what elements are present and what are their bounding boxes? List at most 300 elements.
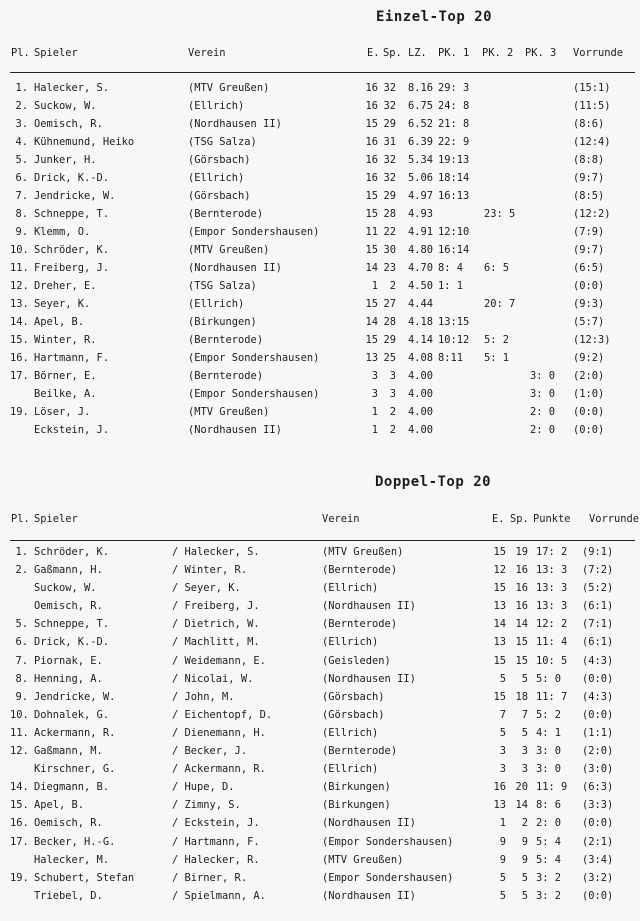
cell-sp: 14 bbox=[515, 799, 528, 812]
cell-spieler: Börner, E. bbox=[34, 370, 97, 382]
table-row bbox=[0, 280, 640, 298]
header-verein: Verein bbox=[188, 47, 226, 59]
cell-sp: 28 bbox=[383, 316, 396, 328]
cell-vorrunde: (6:5) bbox=[573, 262, 605, 274]
cell-e: 3 bbox=[499, 763, 506, 776]
cell-pk1: 16:14 bbox=[438, 244, 470, 256]
cell-spieler-2: / Weidemann, E. bbox=[172, 654, 266, 667]
cell-pk3: 3: 0 bbox=[530, 388, 556, 400]
cell-lz: 8.16 bbox=[408, 82, 434, 94]
cell-sp: 15 bbox=[515, 654, 528, 667]
cell-spieler-1: Schneppe, T. bbox=[34, 618, 110, 631]
cell-verein: (Birkungen) bbox=[322, 799, 391, 812]
cell-spieler-1: Dohnalek, G. bbox=[34, 708, 110, 721]
cell-pk1: 18:14 bbox=[438, 172, 470, 184]
cell-spieler: Apel, B. bbox=[34, 316, 85, 328]
cell-pl: 19. bbox=[10, 406, 29, 418]
cell-sp: 5 bbox=[521, 672, 528, 685]
cell-e: 15 bbox=[365, 298, 378, 310]
cell-verein: (Ellrich) bbox=[322, 763, 379, 776]
cell-verein: (Empor Sondershausen) bbox=[188, 226, 320, 238]
table-row bbox=[0, 781, 640, 799]
cell-sp: 9 bbox=[521, 853, 528, 866]
cell-sp: 5 bbox=[521, 726, 528, 739]
cell-pl: 7. bbox=[15, 190, 28, 202]
table-row bbox=[0, 890, 640, 908]
cell-sp: 7 bbox=[521, 708, 528, 721]
cell-verein: (Ellrich) bbox=[322, 726, 379, 739]
table-row bbox=[0, 799, 640, 817]
cell-e: 7 bbox=[499, 708, 506, 721]
cell-lz: 4.14 bbox=[408, 334, 434, 346]
cell-vorrunde: (6:1) bbox=[582, 600, 614, 613]
header-punkte: Punkte bbox=[533, 513, 571, 525]
cell-pk3: 2: 0 bbox=[530, 406, 556, 418]
cell-spieler: Jendricke, W. bbox=[34, 190, 116, 202]
cell-verein: (Görsbach) bbox=[322, 690, 385, 703]
cell-verein: (Bernterode) bbox=[322, 618, 398, 631]
doppel-table bbox=[0, 546, 640, 908]
table-row bbox=[0, 316, 640, 334]
cell-spieler-1: Diegmann, B. bbox=[34, 781, 110, 794]
cell-spieler-2: / Spielmann, A. bbox=[172, 889, 266, 902]
cell-e: 1 bbox=[371, 406, 378, 418]
cell-e: 11 bbox=[365, 226, 378, 238]
cell-vorrunde: (1:1) bbox=[582, 726, 614, 739]
cell-lz: 6.52 bbox=[408, 118, 434, 130]
cell-spieler: Winter, R. bbox=[34, 334, 97, 346]
cell-vorrunde: (0:0) bbox=[573, 280, 605, 292]
cell-pl: 11. bbox=[10, 262, 29, 274]
cell-sp: 3 bbox=[389, 388, 396, 400]
cell-punkte: 3: 0 bbox=[536, 745, 562, 758]
cell-spieler-2: / Hartmann, F. bbox=[172, 835, 260, 848]
cell-verein: (Bernterode) bbox=[188, 370, 264, 382]
cell-verein: (Bernterode) bbox=[322, 564, 398, 577]
cell-vorrunde: (0:0) bbox=[573, 424, 605, 436]
cell-e: 15 bbox=[493, 546, 506, 558]
cell-sp: 27 bbox=[383, 298, 396, 310]
table-row bbox=[0, 244, 640, 262]
header-spieler: Spieler bbox=[34, 47, 78, 59]
cell-vorrunde: (9:3) bbox=[573, 298, 605, 310]
cell-verein: (TSG Salza) bbox=[188, 136, 257, 148]
cell-spieler-2: / Dietrich, W. bbox=[172, 618, 260, 631]
table-row bbox=[0, 600, 640, 618]
cell-lz: 4.00 bbox=[408, 388, 434, 400]
header-pk3: PK. 3 bbox=[525, 47, 557, 59]
cell-e: 15 bbox=[493, 654, 506, 667]
cell-spieler-1: Oemisch, R. bbox=[34, 817, 103, 830]
cell-verein: (Empor Sondershausen) bbox=[188, 388, 320, 400]
cell-lz: 4.00 bbox=[408, 406, 434, 418]
cell-spieler-2: / Eichentopf, D. bbox=[172, 708, 273, 721]
cell-vorrunde: (0:0) bbox=[582, 889, 614, 902]
cell-pl: 8. bbox=[15, 672, 28, 685]
cell-e: 1 bbox=[371, 280, 378, 292]
cell-pl: 12. bbox=[10, 745, 29, 758]
cell-punkte: 3: 2 bbox=[536, 889, 562, 902]
cell-spieler-2: / Hupe, D. bbox=[172, 781, 235, 794]
cell-pl: 2. bbox=[15, 100, 28, 112]
cell-pl: 17. bbox=[10, 835, 29, 848]
cell-lz: 4.08 bbox=[408, 352, 434, 364]
cell-vorrunde: (9:2) bbox=[573, 352, 605, 364]
cell-spieler-1: Gaßmann, H. bbox=[34, 564, 103, 577]
cell-e: 16 bbox=[365, 154, 378, 166]
cell-sp: 3 bbox=[389, 370, 396, 382]
cell-spieler-1: Becker, H.-G. bbox=[34, 835, 116, 848]
cell-sp: 25 bbox=[383, 352, 396, 364]
cell-e: 14 bbox=[365, 262, 378, 274]
cell-spieler-2: / Winter, R. bbox=[172, 564, 248, 577]
cell-pl: 1. bbox=[15, 546, 28, 558]
cell-sp: 22 bbox=[383, 226, 396, 238]
cell-spieler-2: / Zimny, S. bbox=[172, 799, 241, 812]
cell-e: 5 bbox=[499, 672, 506, 685]
cell-sp: 23 bbox=[383, 262, 396, 274]
cell-pk1: 13:15 bbox=[438, 316, 470, 328]
cell-vorrunde: (2:0) bbox=[582, 745, 614, 758]
cell-spieler: Beilke, A. bbox=[34, 388, 97, 400]
cell-spieler-1: Piornak, E. bbox=[34, 654, 103, 667]
cell-verein: (Nordhausen II) bbox=[188, 424, 282, 436]
cell-sp: 18 bbox=[515, 690, 528, 703]
cell-pl: 9. bbox=[15, 690, 28, 703]
einzel-table bbox=[0, 82, 640, 442]
cell-punkte: 13: 3 bbox=[536, 600, 568, 613]
cell-spieler-2: / Ackermann, R. bbox=[172, 763, 266, 776]
doppel-header-rule bbox=[10, 540, 635, 541]
cell-pk1: 8: 4 bbox=[438, 262, 464, 274]
cell-e: 15 bbox=[365, 118, 378, 130]
cell-sp: 5 bbox=[521, 889, 528, 902]
cell-e: 9 bbox=[499, 853, 506, 866]
cell-vorrunde: (5:2) bbox=[582, 582, 614, 595]
table-row bbox=[0, 636, 640, 654]
cell-spieler: Oemisch, R. bbox=[34, 118, 103, 130]
table-row bbox=[0, 817, 640, 835]
cell-spieler: Halecker, S. bbox=[34, 82, 110, 94]
cell-spieler-2: / Halecker, S. bbox=[172, 546, 260, 558]
cell-sp: 16 bbox=[515, 564, 528, 577]
cell-spieler-1: Schröder, K. bbox=[34, 546, 110, 558]
table-row bbox=[0, 154, 640, 172]
cell-e: 3 bbox=[371, 370, 378, 382]
cell-vorrunde: (2:1) bbox=[582, 835, 614, 848]
table-row bbox=[0, 655, 640, 673]
cell-pl: 8. bbox=[15, 208, 28, 220]
cell-punkte: 12: 2 bbox=[536, 618, 568, 631]
cell-verein: (Geisleden) bbox=[322, 654, 391, 667]
cell-sp: 15 bbox=[515, 636, 528, 649]
table-row bbox=[0, 208, 640, 226]
cell-sp: 19 bbox=[515, 546, 528, 558]
cell-vorrunde: (11:5) bbox=[573, 100, 611, 112]
cell-punkte: 5: 4 bbox=[536, 835, 562, 848]
einzel-title: Einzel-Top 20 bbox=[376, 9, 493, 25]
cell-vorrunde: (15:1) bbox=[573, 82, 611, 94]
cell-vorrunde: (0:0) bbox=[582, 817, 614, 830]
cell-verein: (Empor Sondershausen) bbox=[322, 835, 454, 848]
cell-lz: 4.91 bbox=[408, 226, 434, 238]
cell-e: 16 bbox=[365, 172, 378, 184]
cell-pk1: 1: 1 bbox=[438, 280, 464, 292]
cell-pl: 17. bbox=[10, 370, 29, 382]
cell-spieler-1: Triebel, D. bbox=[34, 889, 103, 902]
cell-pl: 9. bbox=[15, 226, 28, 238]
cell-sp: 32 bbox=[383, 100, 396, 112]
cell-lz: 4.97 bbox=[408, 190, 434, 202]
cell-verein: (MTV Greußen) bbox=[188, 244, 270, 256]
cell-punkte: 13: 3 bbox=[536, 582, 568, 595]
cell-sp: 32 bbox=[383, 154, 396, 166]
table-row bbox=[0, 352, 640, 370]
cell-spieler: Hartmann, F. bbox=[34, 352, 110, 364]
cell-spieler-1: Gaßmann, M. bbox=[34, 745, 103, 758]
cell-pl: 7. bbox=[15, 654, 28, 667]
cell-punkte: 3: 0 bbox=[536, 763, 562, 776]
cell-sp: 9 bbox=[521, 835, 528, 848]
cell-vorrunde: (3:0) bbox=[582, 763, 614, 776]
cell-lz: 5.06 bbox=[408, 172, 434, 184]
cell-pl: 15. bbox=[10, 799, 29, 812]
cell-pk1: 8:11 bbox=[438, 352, 464, 364]
cell-pl: 16. bbox=[10, 817, 29, 830]
table-row bbox=[0, 745, 640, 763]
cell-verein: (Nordhausen II) bbox=[188, 262, 282, 274]
cell-vorrunde: (12:3) bbox=[573, 334, 611, 346]
table-row bbox=[0, 136, 640, 154]
cell-sp: 29 bbox=[383, 334, 396, 346]
cell-spieler: Klemm, O. bbox=[34, 226, 91, 238]
cell-pl: 6. bbox=[15, 172, 28, 184]
cell-vorrunde: (6:1) bbox=[582, 636, 614, 649]
cell-spieler: Dreher, E. bbox=[34, 280, 97, 292]
cell-vorrunde: (1:0) bbox=[573, 388, 605, 400]
cell-e: 16 bbox=[365, 136, 378, 148]
cell-verein: (Nordhausen II) bbox=[322, 600, 416, 613]
cell-spieler-2: / Freiberg, J. bbox=[172, 600, 260, 613]
cell-e: 15 bbox=[493, 582, 506, 595]
cell-sp: 3 bbox=[521, 763, 528, 776]
cell-sp: 20 bbox=[515, 781, 528, 794]
cell-vorrunde: (3:4) bbox=[582, 853, 614, 866]
cell-spieler: Suckow, W. bbox=[34, 100, 97, 112]
table-row bbox=[0, 424, 640, 442]
cell-verein: (Bernterode) bbox=[188, 208, 264, 220]
cell-spieler: Freiberg, J. bbox=[34, 262, 110, 274]
cell-sp: 2 bbox=[389, 424, 396, 436]
cell-punkte: 5: 4 bbox=[536, 853, 562, 866]
table-row bbox=[0, 727, 640, 745]
cell-pl: 3. bbox=[15, 118, 28, 130]
cell-sp: 28 bbox=[383, 208, 396, 220]
cell-vorrunde: (9:7) bbox=[573, 244, 605, 256]
cell-spieler: Seyer, K. bbox=[34, 298, 91, 310]
cell-e: 15 bbox=[365, 190, 378, 202]
cell-spieler: Schröder, K. bbox=[34, 244, 110, 256]
table-row bbox=[0, 673, 640, 691]
cell-verein: (MTV Greußen) bbox=[188, 406, 270, 418]
cell-verein: (Görsbach) bbox=[188, 154, 251, 166]
cell-verein: (TSG Salza) bbox=[188, 280, 257, 292]
cell-punkte: 10: 5 bbox=[536, 654, 568, 667]
cell-spieler-2: / Seyer, K. bbox=[172, 582, 241, 595]
table-row bbox=[0, 82, 640, 100]
cell-pk1: 21: 8 bbox=[438, 118, 470, 130]
table-row bbox=[0, 618, 640, 636]
cell-punkte: 5: 2 bbox=[536, 708, 562, 721]
cell-e: 5 bbox=[499, 871, 506, 884]
cell-spieler-1: Jendricke, W. bbox=[34, 690, 116, 703]
table-row bbox=[0, 334, 640, 352]
cell-pl: 16. bbox=[10, 352, 29, 364]
cell-vorrunde: (2:0) bbox=[573, 370, 605, 382]
cell-pk2: 23: 5 bbox=[484, 208, 516, 220]
cell-verein: (Ellrich) bbox=[188, 298, 245, 310]
cell-sp: 32 bbox=[383, 172, 396, 184]
cell-sp: 29 bbox=[383, 190, 396, 202]
cell-sp: 3 bbox=[521, 745, 528, 758]
cell-vorrunde: (8:5) bbox=[573, 190, 605, 202]
cell-lz: 4.70 bbox=[408, 262, 434, 274]
cell-e: 1 bbox=[499, 817, 506, 830]
cell-e: 3 bbox=[371, 388, 378, 400]
table-row bbox=[0, 854, 640, 872]
cell-spieler-1: Schubert, Stefan bbox=[34, 871, 135, 884]
table-row bbox=[0, 172, 640, 190]
header-pk1: PK. 1 bbox=[438, 47, 470, 59]
cell-pl: 2. bbox=[15, 564, 28, 577]
cell-e: 16 bbox=[365, 100, 378, 112]
cell-lz: 4.00 bbox=[408, 424, 434, 436]
cell-spieler-2: / Nicolai, W. bbox=[172, 672, 254, 685]
table-row bbox=[0, 872, 640, 890]
cell-e: 5 bbox=[499, 726, 506, 739]
cell-lz: 5.34 bbox=[408, 154, 434, 166]
cell-punkte: 11: 4 bbox=[536, 636, 568, 649]
table-row bbox=[0, 582, 640, 600]
cell-e: 3 bbox=[499, 745, 506, 758]
cell-pl: 6. bbox=[15, 636, 28, 649]
cell-spieler: Löser, J. bbox=[34, 406, 91, 418]
cell-spieler-2: / Eckstein, J. bbox=[172, 817, 260, 830]
cell-spieler: Schneppe, T. bbox=[34, 208, 110, 220]
cell-spieler-2: / Dienemann, H. bbox=[172, 726, 266, 739]
cell-e: 15 bbox=[493, 690, 506, 703]
cell-e: 14 bbox=[365, 316, 378, 328]
cell-punkte: 11: 7 bbox=[536, 690, 568, 703]
cell-verein: (Ellrich) bbox=[322, 582, 379, 595]
cell-e: 13 bbox=[365, 352, 378, 364]
cell-pl: 10. bbox=[10, 708, 29, 721]
table-row bbox=[0, 226, 640, 244]
cell-e: 1 bbox=[371, 424, 378, 436]
header-vorrunde: Vorrunde bbox=[573, 47, 624, 59]
cell-verein: (Nordhausen II) bbox=[322, 889, 416, 902]
einzel-header-rule bbox=[10, 72, 635, 73]
cell-vorrunde: (8:8) bbox=[573, 154, 605, 166]
table-row bbox=[0, 564, 640, 582]
cell-punkte: 5: 0 bbox=[536, 672, 562, 685]
cell-pk2: 5: 2 bbox=[484, 334, 510, 346]
cell-lz: 6.75 bbox=[408, 100, 434, 112]
table-row bbox=[0, 546, 640, 564]
cell-sp: 29 bbox=[383, 118, 396, 130]
cell-e: 13 bbox=[493, 799, 506, 812]
cell-pl: 10. bbox=[10, 244, 29, 256]
table-row bbox=[0, 298, 640, 316]
cell-pk1: 22: 9 bbox=[438, 136, 470, 148]
cell-pl: 5. bbox=[15, 618, 28, 631]
cell-pk3: 2: 0 bbox=[530, 424, 556, 436]
cell-pl: 1. bbox=[15, 82, 28, 94]
header-pl: Pl. bbox=[11, 513, 30, 525]
header-sp: Sp. bbox=[383, 47, 402, 59]
cell-vorrunde: (9:1) bbox=[582, 546, 614, 558]
cell-pk1: 19:13 bbox=[438, 154, 470, 166]
cell-pl: 11. bbox=[10, 726, 29, 739]
cell-pk2: 20: 7 bbox=[484, 298, 516, 310]
cell-spieler-2: / Birner, R. bbox=[172, 871, 248, 884]
header-e: E. bbox=[367, 47, 380, 59]
cell-pl: 5. bbox=[15, 154, 28, 166]
cell-pk1: 29: 3 bbox=[438, 82, 470, 94]
cell-vorrunde: (7:1) bbox=[582, 618, 614, 631]
cell-pl: 19. bbox=[10, 871, 29, 884]
cell-sp: 14 bbox=[515, 618, 528, 631]
cell-punkte: 4: 1 bbox=[536, 726, 562, 739]
cell-verein: (MTV Greußen) bbox=[322, 546, 404, 558]
cell-e: 15 bbox=[365, 208, 378, 220]
cell-pk2: 5: 1 bbox=[484, 352, 510, 364]
cell-vorrunde: (4:3) bbox=[582, 690, 614, 703]
cell-e: 14 bbox=[493, 618, 506, 631]
cell-punkte: 17: 2 bbox=[536, 546, 568, 558]
header-e: E. bbox=[492, 513, 505, 525]
cell-sp: 2 bbox=[389, 406, 396, 418]
header-pl: Pl. bbox=[11, 47, 30, 59]
cell-sp: 16 bbox=[515, 600, 528, 613]
cell-vorrunde: (0:0) bbox=[573, 406, 605, 418]
cell-vorrunde: (12:4) bbox=[573, 136, 611, 148]
cell-vorrunde: (4:3) bbox=[582, 654, 614, 667]
cell-punkte: 3: 2 bbox=[536, 871, 562, 884]
cell-pl: 4. bbox=[15, 136, 28, 148]
cell-punkte: 8: 6 bbox=[536, 799, 562, 812]
cell-lz: 4.80 bbox=[408, 244, 434, 256]
cell-vorrunde: (3:3) bbox=[582, 799, 614, 812]
cell-spieler-2: / John, M. bbox=[172, 690, 235, 703]
cell-pk1: 24: 8 bbox=[438, 100, 470, 112]
cell-pk3: 3: 0 bbox=[530, 370, 556, 382]
cell-sp: 32 bbox=[383, 82, 396, 94]
cell-pl: 13. bbox=[10, 298, 29, 310]
cell-sp: 5 bbox=[521, 871, 528, 884]
cell-sp: 30 bbox=[383, 244, 396, 256]
table-row bbox=[0, 118, 640, 136]
cell-verein: (Empor Sondershausen) bbox=[188, 352, 320, 364]
cell-lz: 4.00 bbox=[408, 370, 434, 382]
cell-e: 12 bbox=[493, 564, 506, 577]
cell-pk1: 16:13 bbox=[438, 190, 470, 202]
cell-pl: 15. bbox=[10, 334, 29, 346]
cell-punkte: 2: 0 bbox=[536, 817, 562, 830]
header-verein: Verein bbox=[322, 513, 360, 525]
cell-pk1: 12:10 bbox=[438, 226, 470, 238]
cell-vorrunde: (6:3) bbox=[582, 781, 614, 794]
